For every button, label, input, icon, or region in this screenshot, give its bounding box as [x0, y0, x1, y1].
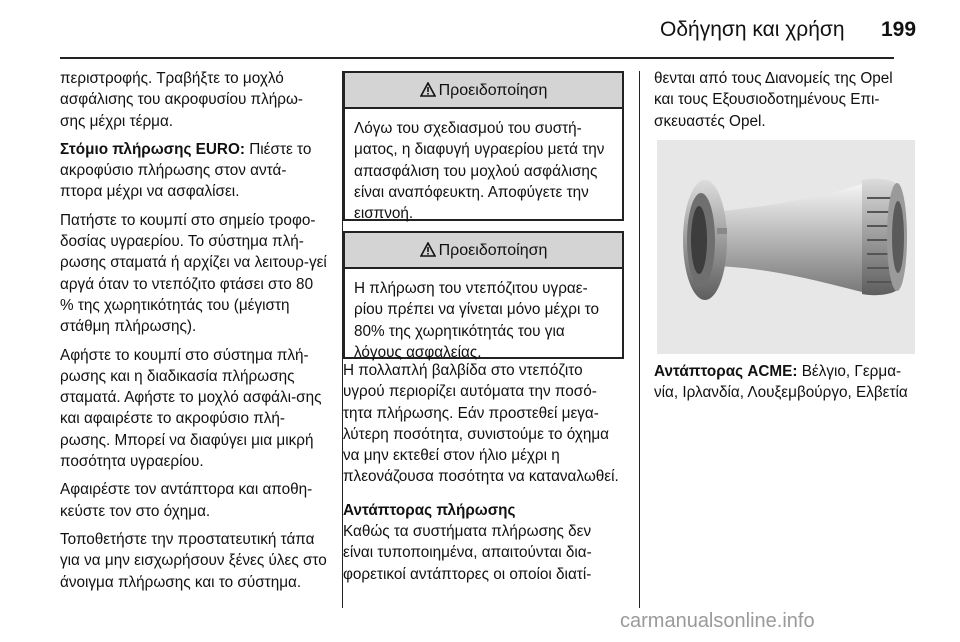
header-rule — [60, 57, 894, 59]
warning-title: Προειδοποίηση — [438, 82, 548, 99]
warning-text: Λόγω του σχεδιασμού του συστή-ματος, η διαφυγή υγραερίου μετά την απασφάλιση του μοχλού ασφάλισης είναι αναπόφευκτη. Αποφύγετε την εισπνοή. — [354, 120, 605, 223]
inline-heading: Στόμιο πλήρωσης EURO: — [60, 140, 245, 158]
section-heading: Αντάπτορας πλήρωσης — [343, 501, 516, 519]
warning-box — [343, 71, 624, 221]
paragraph: περιστροφής. Τραβήξτε το μοχλό ασφάλισης του ακροφυσίου πλήρω-σης μέχρι τέρμα. — [60, 70, 304, 130]
paragraph: Η πολλαπλή βαλβίδα στο ντεπόζιτο υγρού περιορίζει αυτόματα την ποσό-τητα πλήρωσης. Εάν προστεθεί μεγα-λύτερη ποσότητα, συνιστούμε το όχημα να μην εκτεθεί στον ήλιο μέχρι η πλεονάζουσα ποσότητα να καταναλωθεί. — [343, 362, 619, 486]
caption-label: Αντάπτορας ACME: — [654, 363, 798, 380]
paragraph: Καθώς τα συστήματα πλήρωσης δεν είναι τυποποιημένα, απαιτούνται δια-φορετικοί αντάπτορες οι οποίοι διατί- — [343, 523, 592, 583]
page-number: 199 — [881, 18, 917, 41]
warning-title: Προειδοποίηση — [438, 242, 548, 259]
column-2 — [343, 360, 623, 592]
figure-caption — [654, 361, 916, 411]
warning-box — [343, 231, 624, 359]
column-3 — [654, 68, 916, 139]
watermark: carmanualsonline.info — [620, 610, 815, 632]
caption-text: Βέλγιο, Γερμα-νία, Ιρλανδία, Λουξεμβούργο, Ελβετία — [654, 363, 908, 402]
paragraph — [60, 139, 328, 203]
paragraph: Πατήστε το κουμπί στο σημείο τροφο-δοσίας υγραερίου. Το σύστημα πλή-ρωσης σταματά ή αρχίζει να λειτουρ-γεί αργά όταν το ντεπόζιτο φτάσει στο 80 % της χωρητικότητάς του (μέγιστη στάθμη πλήρωσης). — [60, 211, 327, 336]
warning-triangle-icon — [420, 233, 436, 267]
column-divider-right — [639, 71, 640, 608]
page-header-title: Οδήγηση και χρήση — [660, 18, 845, 41]
warning-header — [345, 233, 622, 269]
column-1 — [60, 68, 328, 600]
paragraph — [654, 361, 916, 404]
paragraph: Τοποθετήστε την προστατευτική τάπα για να μην εισχωρήσουν ξένες ύλες στο άνοιγμα πλήρωσης και το σύστημα. — [60, 530, 327, 591]
paragraph: Αφαιρέστε τον αντάπτορα και αποθη-κεύστε τον στο όχημα. — [60, 481, 313, 520]
warning-header — [345, 73, 622, 109]
paragraph: Αφήστε το κουμπί στο σύστημα πλή-ρωσης και η διαδικασία πλήρωσης σταματά. Αφήστε το μοχλό ασφάλι-σης και αφαιρέστε το ακροφύσιο πλή-ρωσης. Μπορεί να διαφύγει μια μικρή ποσότητα υγραερίου. — [60, 346, 322, 471]
warning-triangle-icon — [420, 73, 436, 107]
paragraph: θενται από τους Διανομείς της Opel και τους Εξουσιοδοτημένους Επι-σκευαστές Opel. — [654, 70, 893, 130]
paragraph-text: Πιέστε το ακροφύσιο πλήρωσης στον αντά-πτορα μέχρι να ασφαλίσει. — [60, 140, 312, 201]
acme-adapter-illustration — [657, 140, 915, 354]
warning-text: Η πλήρωση του ντεπόζιτου υγραε-ρίου πρέπει να γίνεται μόνο μέχρι το 80% της χωρητικότητάς του για λόγους ασφαλείας. — [354, 280, 599, 361]
